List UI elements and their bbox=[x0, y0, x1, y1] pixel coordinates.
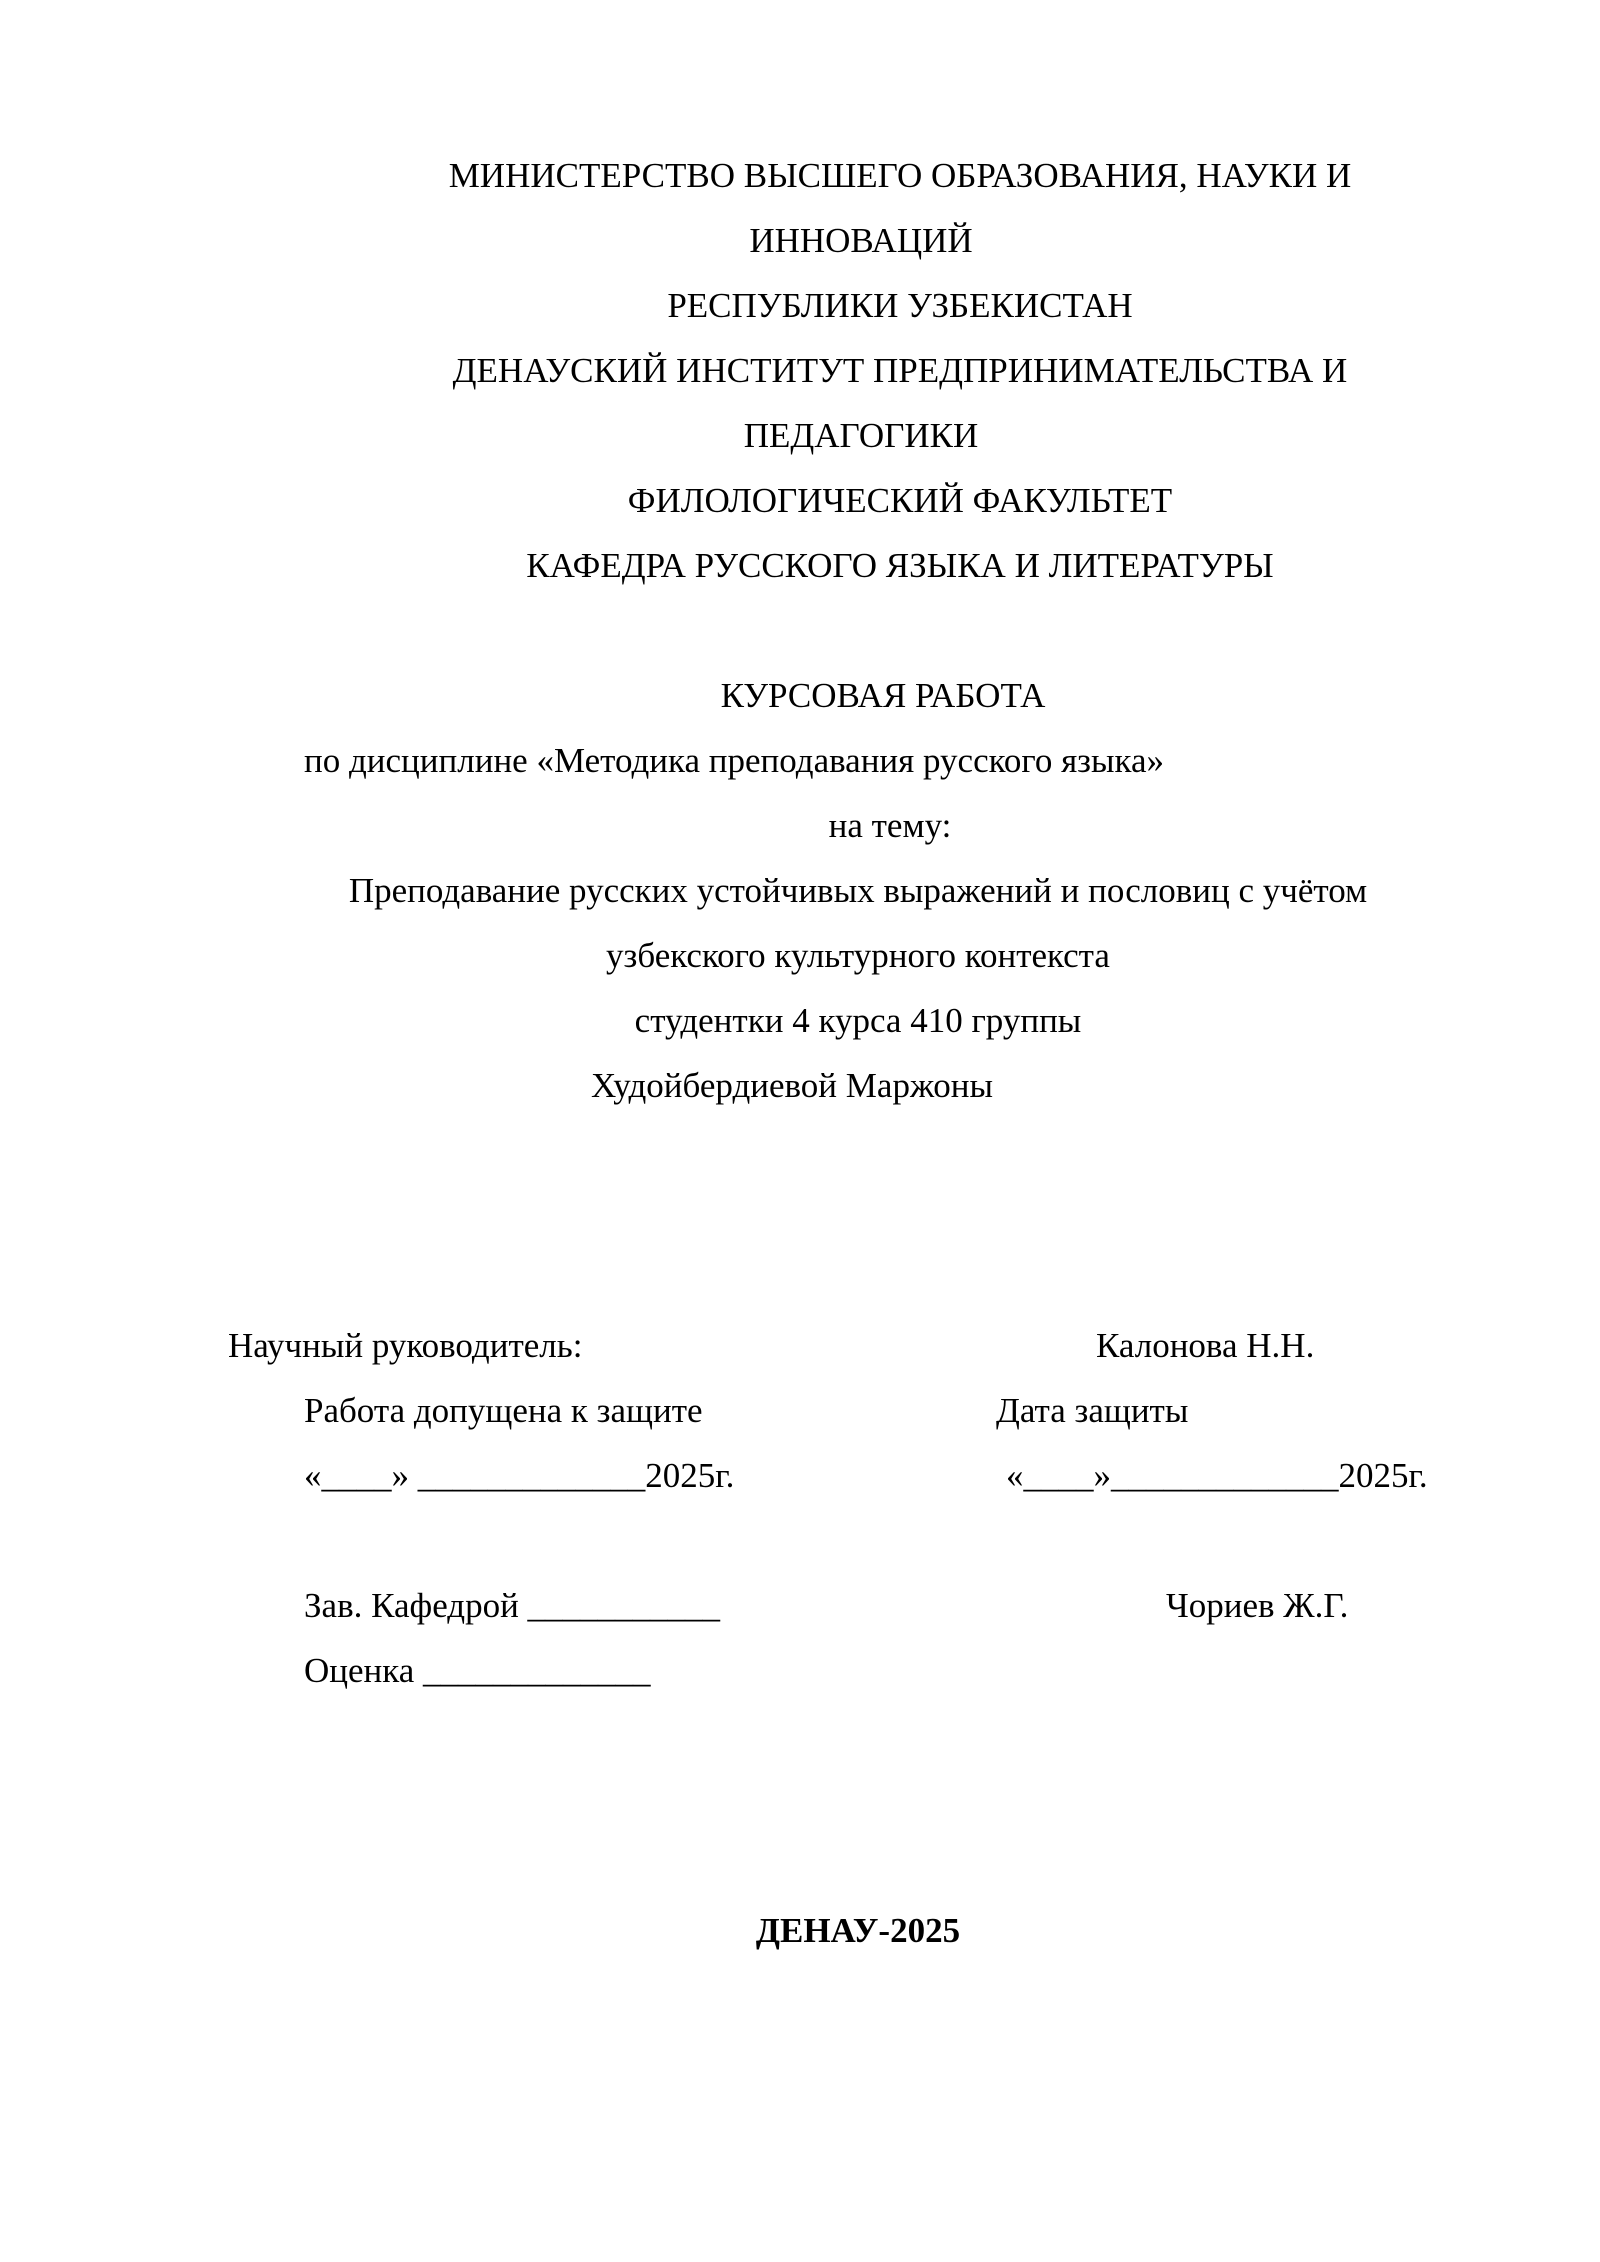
defense-date-label: Дата защиты bbox=[996, 1391, 1189, 1430]
defense-date: «____»_____________2025г. bbox=[1006, 1456, 1428, 1495]
admitted-date: «____» _____________2025г. bbox=[304, 1456, 735, 1495]
topic-line-1: Преподавание русских устойчивых выражений и пословиц с учётом bbox=[348, 871, 1368, 910]
topic-label: на тему: bbox=[828, 806, 952, 845]
topic-line-2: узбекского культурного контекста bbox=[606, 936, 1110, 975]
head-of-department-name: Чориев Ж.Г. bbox=[1166, 1586, 1349, 1625]
grade-label: Оценка _____________ bbox=[304, 1651, 651, 1690]
supervisor-label: Научный руководитель: bbox=[228, 1326, 583, 1365]
student-name: Худойбердиевой Маржоны bbox=[591, 1066, 994, 1105]
institute-line-2: ПЕДАГОГИКИ bbox=[743, 416, 979, 455]
ministry-line-1: МИНИСТЕРСТВО ВЫСШЕГО ОБРАЗОВАНИЯ, НАУКИ И bbox=[448, 156, 1352, 195]
institute-line-1: ДЕНАУСКИЙ ИНСТИТУТ ПРЕДПРИНИМАТЕЛЬСТВА И bbox=[452, 351, 1348, 390]
discipline-line: по дисциплине «Методика преподавания русского языка» bbox=[304, 741, 1165, 780]
faculty-line: ФИЛОЛОГИЧЕСКИЙ ФАКУЛЬТЕТ bbox=[627, 481, 1173, 520]
head-of-department-label: Зав. Кафедрой ___________ bbox=[304, 1586, 721, 1625]
student-line: студентки 4 курса 410 группы bbox=[634, 1001, 1082, 1040]
supervisor-name: Калонова Н.Н. bbox=[1096, 1326, 1315, 1365]
department-line: КАФЕДРА РУССКОГО ЯЗЫКА И ЛИТЕРАТУРЫ bbox=[526, 546, 1274, 585]
country-line: РЕСПУБЛИКИ УЗБЕКИСТАН bbox=[667, 286, 1133, 325]
work-type: КУРСОВАЯ РАБОТА bbox=[720, 676, 1046, 715]
admitted-label: Работа допущена к защите bbox=[304, 1391, 703, 1430]
place-year: ДЕНАУ-2025 bbox=[755, 1911, 961, 1950]
ministry-line-2: ИННОВАЦИЙ bbox=[749, 221, 973, 260]
